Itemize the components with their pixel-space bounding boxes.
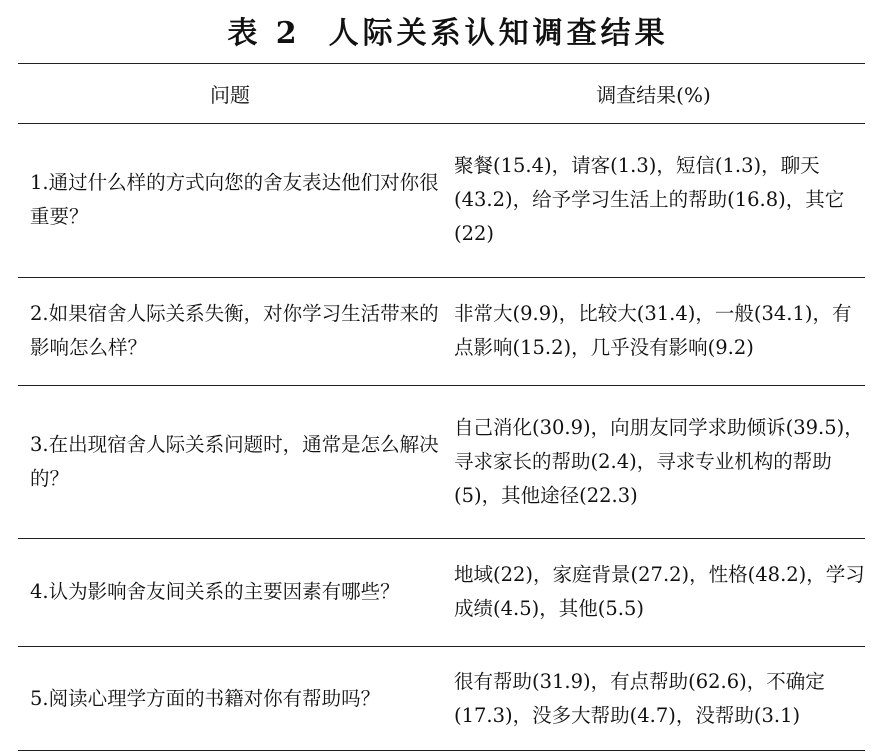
table-row: [18, 124, 865, 276]
question-cell: 3.在出现宿舍人际关系问题时，通常是怎么解决的？: [30, 432, 439, 490]
question-cell: 4.认为影响舍友间关系的主要因素有哪些？: [30, 580, 400, 603]
question-cell: 2.如果宿舍人际关系失衡，对你学习生活带来的影响怎么样？: [30, 302, 439, 359]
header-question: 问题: [210, 82, 250, 107]
table-caption: 人际关系认知调查结果: [328, 16, 669, 51]
table-row: [18, 278, 865, 384]
table-title: [0, 8, 896, 52]
header-result: 调查结果(%): [596, 82, 711, 107]
result-cell: 很有帮助(31.9)，有点帮助(62.6)，不确定(17.3)，没多大帮助(4.7)，没帮助(3.1): [454, 669, 825, 727]
bottom-rule: [18, 750, 865, 751]
table-row: [18, 647, 865, 750]
table-row: [18, 539, 865, 645]
result-cell: 地域(22)，家庭背景(27.2)，性格(48.2)，学习成绩(4.5)，其他(5.5): [454, 563, 865, 620]
table-number: 表 2: [227, 16, 301, 51]
question-cell: 5.阅读心理学方面的书籍对你有帮助吗？: [30, 686, 381, 710]
question-cell: 1.通过什么样的方式向您的舍友表达他们对你很重要？: [30, 171, 439, 228]
result-cell: 非常大(9.9)，比较大(31.4)，一般(34.1)，有点影响(15.2)，几乎没有影响(9.2): [454, 302, 852, 359]
result-cell: 聚餐(15.4)，请客(1.3)，短信(1.3)，聊天(43.2)，给予学习生活上的帮助(16.8)，其它(22): [454, 154, 845, 245]
result-cell: 自己消化(30.9)，向朋友同学求助倾诉(39.5)，寻求家长的帮助(2.4)，寻求专业机构的帮助(5)，其他途径(22.3): [454, 415, 864, 507]
table-row: [18, 386, 865, 537]
